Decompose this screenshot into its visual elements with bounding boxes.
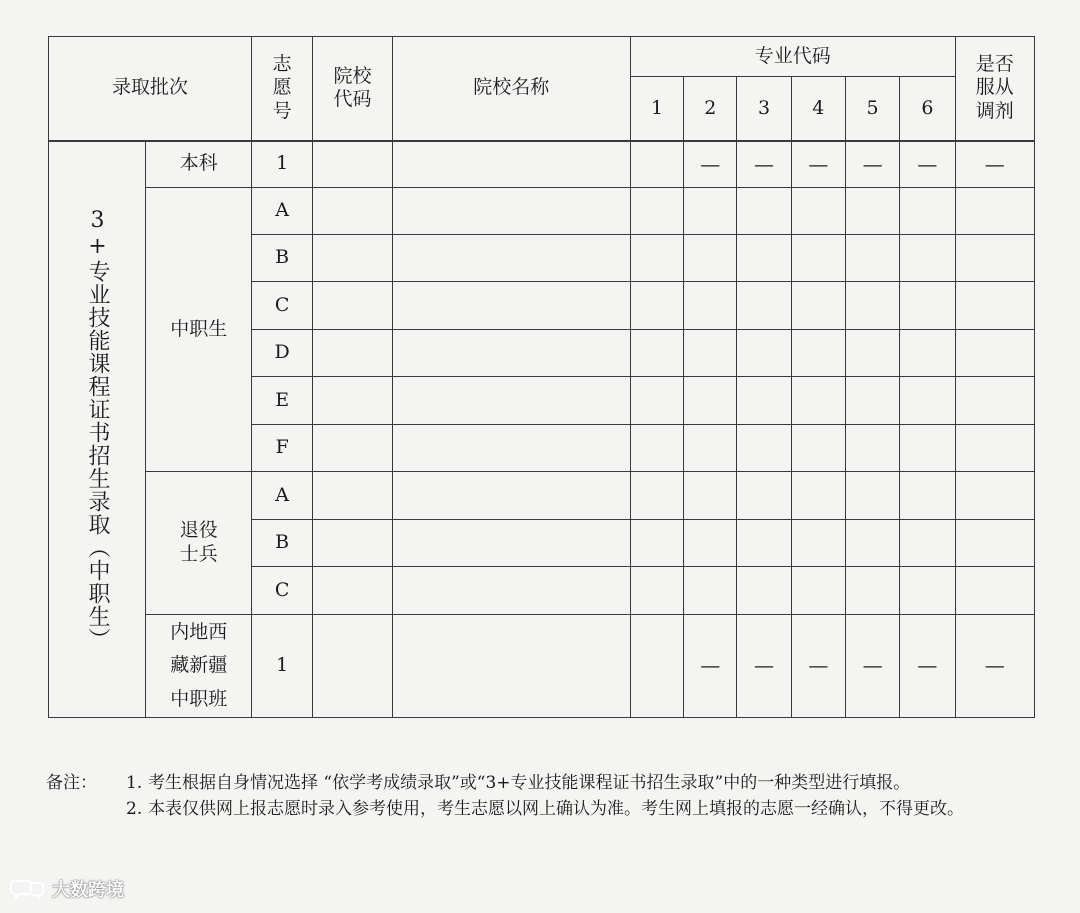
major-code-cell[interactable]: [630, 472, 683, 519]
adjust-cell[interactable]: [955, 424, 1034, 471]
major-code-cell[interactable]: [845, 235, 899, 282]
school-code-header: 院校 代码: [313, 37, 392, 141]
adjust-cell[interactable]: [955, 235, 1034, 282]
major-code-cell[interactable]: [737, 377, 791, 424]
adjust-cell[interactable]: [955, 329, 1034, 376]
wish-number: 1: [252, 141, 313, 187]
major-code-cell[interactable]: [737, 235, 791, 282]
chat-bubble-icon: [10, 877, 46, 901]
group-label-veterans: 退役 士兵: [146, 472, 252, 614]
wish-letter: F: [252, 424, 313, 471]
note-text: 本表仅供网上报志愿时录入参考使用，考生志愿以网上确认为准。考生网上填报的志愿一经确认，不得更改。: [148, 799, 964, 820]
major-code-cell[interactable]: [684, 282, 737, 329]
major-code-cell[interactable]: [900, 472, 955, 519]
major-code-cell[interactable]: [791, 424, 845, 471]
notes: [46, 770, 1036, 823]
school-code-cell[interactable]: [313, 519, 392, 566]
major-code-cell[interactable]: [630, 187, 683, 234]
major-code-cell[interactable]: [791, 235, 845, 282]
note-number: 2.: [126, 799, 143, 820]
dash-mark: —: [791, 614, 845, 717]
major-code-cell[interactable]: [684, 377, 737, 424]
major-code-cell[interactable]: [630, 424, 683, 471]
major-code-cell[interactable]: [630, 329, 683, 376]
wish-letter: E: [252, 377, 313, 424]
note-number: 1.: [126, 773, 143, 793]
major-col-3: 3: [737, 77, 791, 141]
major-code-cell[interactable]: [845, 519, 899, 566]
adjust-cell[interactable]: [955, 472, 1034, 519]
major-code-cell[interactable]: [845, 187, 899, 234]
school-name-cell[interactable]: [392, 282, 630, 329]
group-label-undergrad: 本科: [146, 141, 252, 187]
wish-letter: D: [252, 329, 313, 376]
school-code-cell[interactable]: [313, 424, 392, 471]
major-code-cell[interactable]: [737, 567, 791, 614]
dash-mark: —: [737, 614, 791, 717]
major-code-cell[interactable]: [900, 187, 955, 234]
major-col-2: 2: [684, 77, 737, 141]
major-code-cell[interactable]: [684, 472, 737, 519]
wish-letter: B: [252, 519, 313, 566]
major-code-cell[interactable]: [737, 519, 791, 566]
school-code-cell[interactable]: [313, 614, 392, 717]
major-code-cell[interactable]: [900, 567, 955, 614]
major-code-cell[interactable]: [845, 567, 899, 614]
watermark-text: 大数跨境: [52, 880, 124, 901]
major-code-cell[interactable]: [630, 282, 683, 329]
school-code-cell[interactable]: [313, 282, 392, 329]
school-name-header: 院校名称: [392, 37, 630, 141]
major-code-cell[interactable]: [737, 282, 791, 329]
school-code-cell[interactable]: [313, 472, 392, 519]
dash-mark: —: [955, 141, 1034, 187]
dash-mark: —: [900, 141, 955, 187]
wish-no-header: 志 愿 号: [252, 37, 313, 141]
major-code-header: 专业代码: [630, 37, 955, 77]
school-code-cell[interactable]: [313, 377, 392, 424]
batch-header: 录取批次: [49, 37, 252, 141]
dash-mark: —: [737, 141, 791, 187]
note-text: 考生根据自身情况选择 “依学考成绩录取”或“3+专业技能课程证书招生录取”中的一种类型进行填报。: [148, 773, 911, 793]
major-col-4: 4: [791, 77, 845, 141]
major-code-cell[interactable]: [630, 141, 683, 187]
school-name-cell[interactable]: [392, 424, 630, 471]
major-code-cell[interactable]: [900, 377, 955, 424]
major-code-cell[interactable]: [900, 329, 955, 376]
major-code-cell[interactable]: [630, 614, 683, 717]
major-code-cell[interactable]: [900, 235, 955, 282]
category-cell: [49, 141, 146, 718]
major-code-cell[interactable]: [737, 472, 791, 519]
notes-label: 备注：: [46, 773, 97, 793]
major-code-cell[interactable]: [900, 519, 955, 566]
group-label-tibet-xinjiang: 内地西 藏新疆 中职班: [146, 614, 252, 717]
watermark: [10, 876, 124, 902]
major-code-cell[interactable]: [737, 424, 791, 471]
major-code-cell[interactable]: [845, 329, 899, 376]
school-name-cell[interactable]: [392, 235, 630, 282]
major-code-cell[interactable]: [684, 567, 737, 614]
major-col-5: 5: [845, 77, 899, 141]
wish-letter: C: [252, 282, 313, 329]
major-code-cell[interactable]: [900, 282, 955, 329]
major-col-6: 6: [900, 77, 955, 141]
school-name-cell[interactable]: [392, 329, 630, 376]
dash-mark: —: [955, 614, 1034, 717]
wish-number: 1: [252, 614, 313, 717]
school-code-cell[interactable]: [313, 329, 392, 376]
school-name-cell[interactable]: [392, 377, 630, 424]
school-code-cell[interactable]: [313, 235, 392, 282]
major-code-cell[interactable]: [737, 187, 791, 234]
school-name-cell[interactable]: [392, 614, 630, 717]
major-code-cell[interactable]: [684, 235, 737, 282]
admission-form-table: [48, 36, 1035, 718]
wish-letter: A: [252, 187, 313, 234]
adjust-cell[interactable]: [955, 282, 1034, 329]
wish-letter: C: [252, 567, 313, 614]
adjust-header: 是否 服从 调剂: [955, 37, 1034, 141]
major-code-cell[interactable]: [791, 377, 845, 424]
school-name-cell[interactable]: [392, 567, 630, 614]
major-col-1: 1: [630, 77, 683, 141]
major-code-cell[interactable]: [791, 282, 845, 329]
major-code-cell[interactable]: [791, 519, 845, 566]
adjust-cell[interactable]: [955, 519, 1034, 566]
school-code-cell[interactable]: [313, 141, 392, 187]
adjust-cell[interactable]: [955, 377, 1034, 424]
major-code-cell[interactable]: [791, 472, 845, 519]
school-name-cell[interactable]: [392, 472, 630, 519]
school-name-cell[interactable]: [392, 187, 630, 234]
major-code-cell[interactable]: [845, 377, 899, 424]
major-code-cell[interactable]: [845, 282, 899, 329]
dash-mark: —: [845, 614, 899, 717]
major-code-cell[interactable]: [684, 329, 737, 376]
dash-mark: —: [845, 141, 899, 187]
wish-letter: A: [252, 472, 313, 519]
dash-mark: —: [791, 141, 845, 187]
dash-mark: —: [900, 614, 955, 717]
major-code-cell[interactable]: [630, 567, 683, 614]
major-code-cell[interactable]: [845, 424, 899, 471]
school-name-cell[interactable]: [392, 519, 630, 566]
major-code-cell[interactable]: [791, 329, 845, 376]
adjust-cell[interactable]: [955, 187, 1034, 234]
major-code-cell[interactable]: [684, 424, 737, 471]
major-code-cell[interactable]: [630, 377, 683, 424]
school-code-cell[interactable]: [313, 187, 392, 234]
dash-mark: —: [684, 141, 737, 187]
adjust-cell[interactable]: [955, 567, 1034, 614]
major-code-cell[interactable]: [845, 472, 899, 519]
major-code-cell[interactable]: [630, 519, 683, 566]
major-code-cell[interactable]: [684, 519, 737, 566]
school-name-cell[interactable]: [392, 141, 630, 187]
major-code-cell[interactable]: [791, 567, 845, 614]
major-code-cell[interactable]: [900, 424, 955, 471]
major-code-cell[interactable]: [737, 329, 791, 376]
major-code-cell[interactable]: [791, 187, 845, 234]
group-label-vocational: 中职生: [146, 187, 252, 472]
major-code-cell[interactable]: [630, 235, 683, 282]
school-code-cell[interactable]: [313, 567, 392, 614]
wish-letter: B: [252, 235, 313, 282]
dash-mark: —: [684, 614, 737, 717]
major-code-cell[interactable]: [684, 187, 737, 234]
category-title: 3+专业技能课程证书招生录取（中职生）: [84, 207, 110, 651]
